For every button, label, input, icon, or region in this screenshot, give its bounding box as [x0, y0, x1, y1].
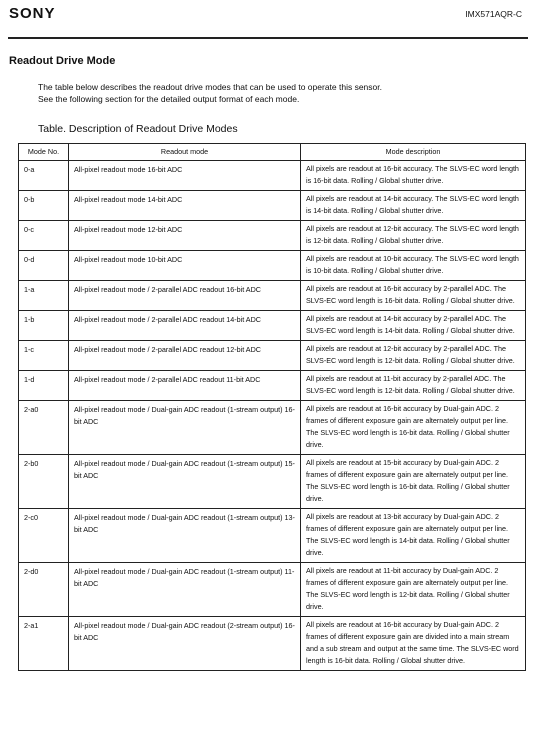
mode-description-cell: All pixels are readout at 16-bit accuracy. The SLVS-EC word length is 16-bit data. Rolling / Global shutter drive.: [301, 161, 526, 191]
table-row: [19, 617, 526, 671]
table-row: [19, 191, 526, 221]
table-caption: Table. Description of Readout Drive Modes: [38, 123, 238, 135]
column-header-mode-description: Mode description: [301, 144, 526, 161]
mode-number-cell: 0-d: [19, 251, 69, 281]
table-row: [19, 401, 526, 455]
table-row: [19, 161, 526, 191]
mode-number-cell: 0-c: [19, 221, 69, 251]
readout-mode-cell: All-pixel readout mode 12-bit ADC: [69, 221, 301, 251]
mode-number-cell: 1-d: [19, 371, 69, 401]
header-divider: [8, 37, 528, 39]
mode-description-cell: All pixels are readout at 14-bit accuracy. The SLVS-EC word length is 14-bit data. Rolling / Global shutter drive.: [301, 191, 526, 221]
readout-mode-cell: All-pixel readout mode / 2-parallel ADC readout 12-bit ADC: [69, 341, 301, 371]
section-title: Readout Drive Mode: [9, 55, 116, 67]
mode-number-cell: 2-a0: [19, 401, 69, 455]
mode-number-cell: 2-b0: [19, 455, 69, 509]
intro-line: The table below describes the readout drive modes that can be used to operate this sensor.: [38, 82, 382, 92]
intro-line: See the following section for the detailed output format of each mode.: [38, 94, 300, 104]
table-row: [19, 563, 526, 617]
table-header-row: [19, 144, 526, 161]
table-row: [19, 341, 526, 371]
mode-description-cell: All pixels are readout at 13-bit accuracy by Dual-gain ADC. 2 frames of different exposure gain are alternately output per line. The SLVS-EC word length is 14-bit data. Rolling / Global shutter drive.: [301, 509, 526, 563]
mode-description-cell: All pixels are readout at 12-bit accuracy. The SLVS-EC word length is 12-bit data. Rolling / Global shutter drive.: [301, 221, 526, 251]
mode-number-cell: 0-b: [19, 191, 69, 221]
readout-mode-cell: All-pixel readout mode / 2-parallel ADC readout 16-bit ADC: [69, 281, 301, 311]
readout-mode-cell: All-pixel readout mode 10-bit ADC: [69, 251, 301, 281]
readout-mode-cell: All-pixel readout mode / Dual-gain ADC readout (1-stream output) 13-bit ADC: [69, 509, 301, 563]
mode-number-cell: 1-a: [19, 281, 69, 311]
mode-description-cell: All pixels are readout at 16-bit accuracy by Dual-gain ADC. 2 frames of different exposure gain are divided into a main stream and a sub stream and output at the same time. The SLVS-EC word length is 16-bit data. Rolling / Global shutter drive.: [301, 617, 526, 671]
table-row: [19, 509, 526, 563]
mode-number-cell: 2-d0: [19, 563, 69, 617]
company-logo: SONY: [9, 5, 56, 22]
column-header-readout-mode: Readout mode: [69, 144, 301, 161]
readout-mode-cell: All-pixel readout mode / Dual-gain ADC readout (1-stream output) 11-bit ADC: [69, 563, 301, 617]
readout-mode-cell: All-pixel readout mode / Dual-gain ADC readout (2-stream output) 16-bit ADC: [69, 617, 301, 671]
table-row: [19, 221, 526, 251]
intro-paragraph: [38, 81, 518, 105]
readout-mode-cell: All-pixel readout mode 14-bit ADC: [69, 191, 301, 221]
table-row: [19, 455, 526, 509]
mode-description-cell: All pixels are readout at 11-bit accuracy by Dual-gain ADC. 2 frames of different exposure gain are alternately output per line. The SLVS-EC word length is 12-bit data. Rolling / Global shutter drive.: [301, 563, 526, 617]
mode-description-cell: All pixels are readout at 12-bit accuracy by 2-parallel ADC. The SLVS-EC word length is 12-bit data. Rolling / Global shutter drive.: [301, 341, 526, 371]
mode-number-cell: 0-a: [19, 161, 69, 191]
readout-mode-cell: All-pixel readout mode / 2-parallel ADC readout 14-bit ADC: [69, 311, 301, 341]
readout-mode-cell: All-pixel readout mode / 2-parallel ADC readout 11-bit ADC: [69, 371, 301, 401]
readout-mode-cell: All-pixel readout mode 16-bit ADC: [69, 161, 301, 191]
column-header-mode-no: Mode No.: [19, 144, 69, 161]
mode-number-cell: 2-a1: [19, 617, 69, 671]
readout-mode-cell: All-pixel readout mode / Dual-gain ADC readout (1-stream output) 15-bit ADC: [69, 455, 301, 509]
readout-mode-cell: All-pixel readout mode / Dual-gain ADC readout (1-stream output) 16-bit ADC: [69, 401, 301, 455]
table-row: [19, 251, 526, 281]
mode-description-cell: All pixels are readout at 15-bit accuracy by Dual-gain ADC. 2 frames of different exposure gain are alternately output per line. The SLVS-EC word length is 16-bit data. Rolling / Global shutter drive.: [301, 455, 526, 509]
mode-description-cell: All pixels are readout at 10-bit accuracy. The SLVS-EC word length is 10-bit data. Rolling / Global shutter drive.: [301, 251, 526, 281]
mode-number-cell: 1-b: [19, 311, 69, 341]
table-row: [19, 281, 526, 311]
readout-modes-table: [18, 143, 526, 671]
page-header: [0, 0, 534, 40]
mode-description-cell: All pixels are readout at 14-bit accuracy by 2-parallel ADC. The SLVS-EC word length is 14-bit data. Rolling / Global shutter drive.: [301, 311, 526, 341]
mode-description-cell: All pixels are readout at 11-bit accuracy by 2-parallel ADC. The SLVS-EC word length is 12-bit data. Rolling / Global shutter drive.: [301, 371, 526, 401]
mode-number-cell: 2-c0: [19, 509, 69, 563]
mode-description-cell: All pixels are readout at 16-bit accuracy by 2-parallel ADC. The SLVS-EC word length is 16-bit data. Rolling / Global shutter drive.: [301, 281, 526, 311]
table-row: [19, 311, 526, 341]
mode-description-cell: All pixels are readout at 16-bit accuracy by Dual-gain ADC. 2 frames of different exposure gain are alternately output per line. The SLVS-EC word length is 16-bit data. Rolling / Global shutter drive.: [301, 401, 526, 455]
mode-number-cell: 1-c: [19, 341, 69, 371]
document-id: IMX571AQR-C: [465, 9, 522, 19]
table-row: [19, 371, 526, 401]
